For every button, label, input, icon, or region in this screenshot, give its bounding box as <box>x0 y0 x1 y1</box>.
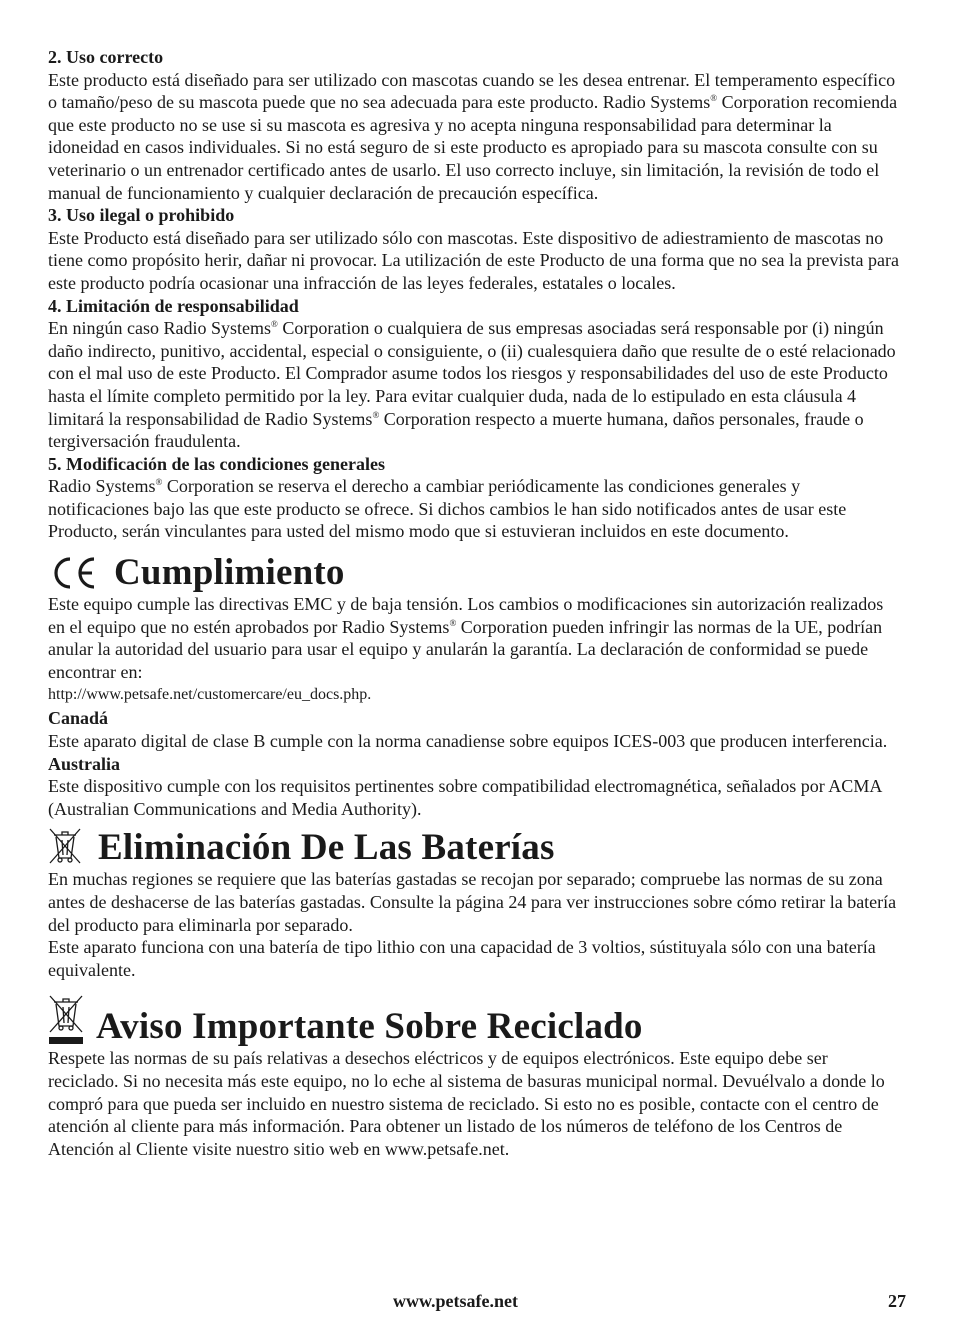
body-text: Corporation pueden infringir las normas de la UE, podrían anular la autoridad del usuario para usar el equipo y anularán la garantía. La declaración de conformidad se puede encontrar en: <box>48 616 883 682</box>
section-body: Este Producto está diseñado para ser utilizado sólo con mascotas. Este dispositivo de adiestramiento de mascotas no tiene como propósito herir, dañar ni provocar. La utilización de este Producto de una forma que no sea la prevista para este producto podría ocasionar una infracción de las leyes federales, estatales o locales. <box>48 227 899 293</box>
page-footer <box>0 1291 954 1315</box>
registered-mark: ® <box>155 477 163 488</box>
body-text: Corporation respecto a muerte humana, daños personales, fraude o tergiversación fraudulenta. <box>48 408 864 452</box>
crossed-bin-icon <box>48 826 82 866</box>
baterias-body: En muchas regiones se requiere que las baterías gastadas se recojan por separado; compruebe las normas de su zona antes de deshacerse de las baterías gastadas. Consulte la página 24 para ver instrucciones sobre cómo retirar la batería del producto para eliminarla por separado. <box>48 869 897 935</box>
section-cumplimiento <box>48 593 900 820</box>
section-uso-ilegal <box>48 204 900 294</box>
section-uso-correcto <box>48 46 900 204</box>
eu-docs-link[interactable]: http://www.petsafe.net/customercare/eu_docs.php. <box>48 686 372 704</box>
registered-mark: ® <box>710 93 718 104</box>
baterias-title <box>48 826 900 868</box>
body-text: Radio Systems <box>48 476 156 497</box>
section-title-text: Cumplimiento <box>114 552 345 594</box>
body-text: Este equipo cumple las directivas EMC y de baja tensión. Los cambios o modificaciones sin autorización realizados en el equipo que no estén aprobados por Radio Systems <box>48 594 884 637</box>
section-reciclado <box>48 1047 900 1160</box>
registered-mark: ® <box>271 319 278 330</box>
body-text: En ningún caso Radio Systems <box>48 318 271 339</box>
body-text: Corporation recomienda que este producto no se use si su mascota es agresiva y no acepta ninguna responsabilidad para determinar la idoneidad en casos individuales. Si no está seguro de si este producto es apropiado para su mascota consulte con su veterinario o un entrenador certificado antes de usarlo. El uso correcto incluye, sin limitación, la revisión de todo el manual de funcionamiento y cualquier declaración de precaución específica. <box>48 92 898 203</box>
body-text: Corporation o cualquiera de sus empresas asociadas será responsable por (i) ningún daño indirecto, punitivo, accidental, especial o consiguiente, o (ii) cualesquiera daño que resulte de o esté relacionado con el mal uso de este Producto. El Comprador asume todos los riesgos y responsabilidades del uso de este Producto hasta el límite completo permitido por la ley. Para evitar cualquier duda, nada de lo estipulado en esta cláusula 4 limitará la responsabilidad de Radio Systems <box>48 318 896 429</box>
section-title-text: Eliminación De Las Baterías <box>98 827 555 869</box>
manual-page <box>48 46 900 1160</box>
section-title-text: Aviso Importante Sobre Reciclado <box>96 1006 643 1048</box>
section-body <box>48 69 900 205</box>
section-heading: 4. Limitación de responsabilidad <box>48 295 299 316</box>
section-limitacion <box>48 295 900 453</box>
page-number: 27 <box>888 1291 906 1311</box>
section-heading: 5. Modificación de las condiciones generales <box>48 453 385 474</box>
body-text: Este producto está diseñado para ser utilizado con mascotas cuando se les desea entrenar. El temperamento específico o tamaño/peso de su mascota puede que no sea adecuada para este producto. Radio Systems <box>48 69 896 113</box>
section-baterias <box>48 868 900 981</box>
footer-website[interactable]: www.petsafe.net <box>393 1291 518 1311</box>
body-text: Corporation se reserva el derecho a cambiar periódicamente las condiciones generales y notificaciones bajo las que este producto se ofrece. Si dichos cambios le han sido notificados antes de usar este Producto, serán vinculantes para usted del mismo modo que si estuvieran incluidos en este documento. <box>48 476 847 542</box>
registered-mark: ® <box>372 409 380 420</box>
ce-mark-icon <box>48 555 100 591</box>
section-modificacion <box>48 453 900 543</box>
section-heading: 2. Uso correcto <box>48 47 164 67</box>
reciclado-title <box>48 993 900 1047</box>
section-heading: 3. Uso ilegal o prohibido <box>48 205 235 226</box>
australia-text: Este dispositivo cumple con los requisitos pertinentes sobre compatibilidad electromagnética, señalados por ACMA (Australian Communications and Media Authority). <box>48 776 882 819</box>
section-body <box>48 317 900 453</box>
baterias-body: Este aparato funciona con una batería de tipo lithio con una capacidad de 3 voltios, sústituyala sólo con una batería equivalente. <box>48 937 876 980</box>
registered-mark: ® <box>449 617 457 628</box>
weee-bin-icon <box>48 993 84 1045</box>
section-body <box>48 475 900 543</box>
australia-heading: Australia <box>48 753 120 774</box>
reciclado-body: Respete las normas de su país relativas a desechos eléctricos y de equipos electrónicos. Este equipo debe ser reciclado. Si no necesita más este equipo, no lo eche al sistema de basuras municipal normal. Devuélvalo a donde lo compró para que pueda ser incluido en nuestro sistema de reciclado. Si esto no es posible, contacte con el centro de atención al cliente para más información. Para obtener un listado de los números de teléfono de los Centros de Atención al Cliente visite nuestro sitio web en www.petsafe.net. <box>48 1048 885 1159</box>
canada-heading: Canadá <box>48 708 109 729</box>
canada-text: Este aparato digital de clase B cumple con la norma canadiense sobre equipos ICES-003 que producen interferencia. <box>48 731 888 752</box>
cumplimiento-title <box>48 553 900 593</box>
section-body <box>48 593 900 683</box>
